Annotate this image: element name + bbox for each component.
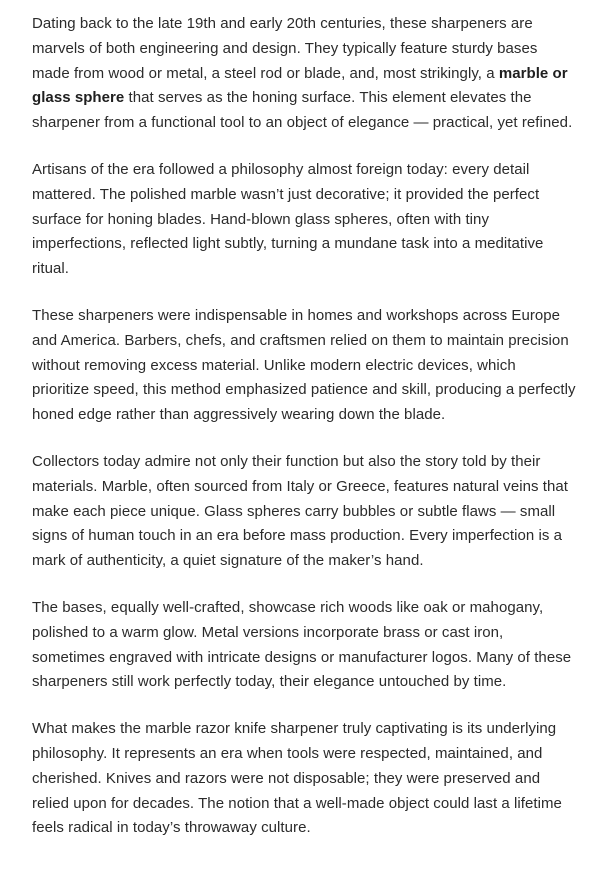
paragraph-text: that serves as the honing surface. This element elevates the sharpener from a functional tool to an object of elegance — practical, yet refined. xyxy=(32,89,573,132)
paragraph-bases: The bases, equally well-crafted, showcase rich woods like oak or mahogany, polished to a warm glow. Metal versions incorporate brass or cast iron, sometimes engraved with intricate designs or manufacturer logos. Many of these sharpeners still work perfectly today, their elegance untouched by time. xyxy=(32,598,572,691)
paragraph-history xyxy=(32,12,577,136)
paragraph-artisans: Artisans of the era followed a philosophy almost foreign today: every detail mattered. The polished marble wasn’t just decorative; it provided the perfect surface for honing blades. Hand-blown glass spheres, often with tiny imperfections, reflected light subtly, turning a mundane task into a meditative ritual. xyxy=(32,160,544,278)
article-body xyxy=(32,12,577,863)
paragraph-text: Dating back to the late 19th and early 20th centuries, these sharpeners are marvels of both engineering and design. They typically feature sturdy bases made from wood or metal, a steel rod or blade, and, most strikingly, a xyxy=(32,15,538,82)
highlight-marble-glass-sphere: marble or glass sphere xyxy=(32,64,568,107)
paragraph-collectors: Collectors today admire not only their function but also the story told by their materials. Marble, often sourced from Italy or Greece, features natural veins that make each piece unique. Glass spheres carry bubbles or subtle flaws — small signs of human touch in an era before mass production. Every imperfection is a mark of authenticity, a quiet signature of the maker’s hand. xyxy=(32,452,569,570)
paragraph-indispensable: These sharpeners were indispensable in homes and workshops across Europe and America. Barbers, chefs, and craftsmen relied on them to maintain precision without removing excess material. Unlike modern electric devices, which prioritize speed, this method emphasized patience and skill, producing a perfectly honed edge rather than aggressively wearing down the blade. xyxy=(32,306,576,424)
paragraph-philosophy: What makes the marble razor knife sharpener truly captivating is its underlying philosophy. It represents an era when tools were respected, maintained, and cherished. Knives and razors were not disposable; they were preserved and relied upon for decades. The notion that a well-made object could last a lifetime feels radical in today’s throwaway culture. xyxy=(32,720,562,837)
